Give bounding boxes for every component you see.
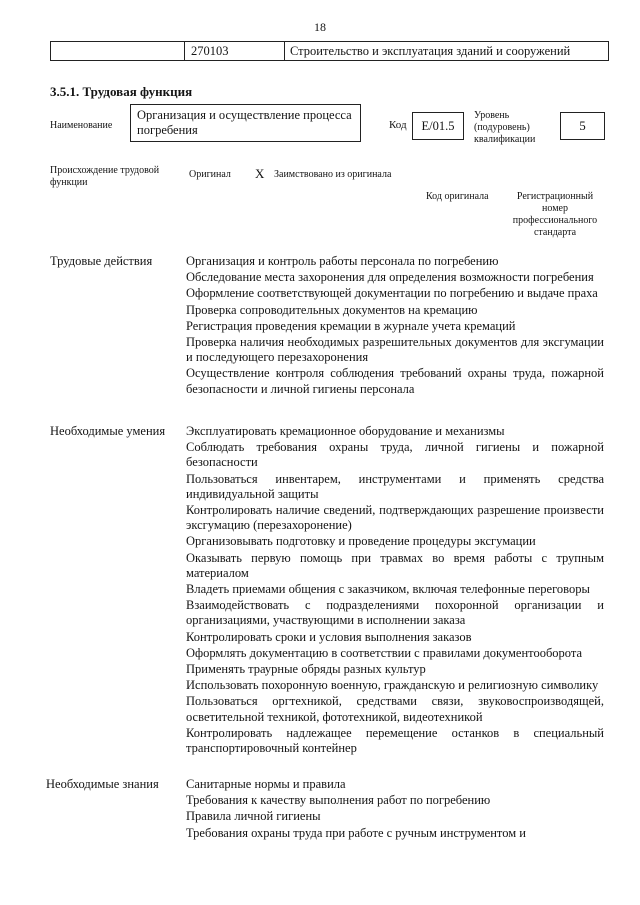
list-item: Контролировать надлежащее перемещение останков в специальный транспортировочный контейнер bbox=[186, 725, 604, 756]
list-item: Осуществление контроля соблюдения требований охраны труда, пожарной безопасности и личной гигиены персонала bbox=[186, 366, 604, 396]
list-item: Организовывать подготовку и проведение процедуры эксгумации bbox=[186, 534, 536, 549]
list-item: Оформление соответствующей документации по погребению и выдаче праха bbox=[186, 286, 598, 301]
origin-mark: X bbox=[255, 166, 265, 181]
code-label: Код bbox=[389, 119, 407, 131]
list-item: Проверка наличия необходимых разрешительных документов для эксгумации и последующего перезахоронения bbox=[186, 335, 604, 365]
page-number: 18 bbox=[314, 20, 326, 34]
actions-list bbox=[186, 254, 604, 398]
section-heading-knowledge: Необходимые знания bbox=[46, 777, 159, 791]
level-label: Уровень (подуровень) квалификации bbox=[474, 110, 536, 145]
list-item: Контролировать сроки и условия выполнения заказов bbox=[186, 629, 472, 644]
level-value: 5 bbox=[560, 112, 605, 140]
list-item: Обследование места захоронения для определения возможности погребения bbox=[186, 270, 594, 285]
list-item: Контролировать наличие сведений, подтверждающих разрешение произвести эксгумацию (перезахоронение) bbox=[186, 503, 604, 533]
origin-original: Оригинал bbox=[189, 169, 231, 180]
section-heading-actions: Трудовые действия bbox=[50, 254, 153, 268]
list-item: Санитарные нормы и правила bbox=[186, 777, 346, 791]
list-item: Применять траурные обряды разных культур bbox=[186, 662, 426, 677]
list-item: Регистрация проведения кремации в журнале учета кремаций bbox=[186, 318, 516, 333]
function-name: Организация и осуществление процесса погребения bbox=[130, 104, 361, 142]
list-item: Правила личной гигиены bbox=[186, 809, 321, 824]
skills-list bbox=[186, 424, 604, 757]
list-item: Пользоваться инвентарем, инструментами и применять средства индивидуальной защиты bbox=[186, 471, 604, 501]
list-item: Владеть приемами общения с заказчиком, включая телефонные переговоры bbox=[186, 582, 590, 597]
list-item: Использовать похоронную военную, гражданскую и религиозную символику bbox=[186, 678, 599, 693]
origin-label: Происхождение трудовой функции bbox=[50, 165, 160, 188]
list-item: Эксплуатировать кремационное оборудование и механизмы bbox=[186, 424, 505, 438]
list-item: Требования к качеству выполнения работ по погребению bbox=[186, 793, 491, 808]
list-item: Требования охраны труда при работе с ручным инструментом и bbox=[186, 825, 526, 840]
header-empty-cell bbox=[51, 42, 185, 60]
origin-borrowed: Заимствовано из оригинала bbox=[274, 169, 392, 180]
code-original-label: Код оригинала bbox=[426, 191, 489, 202]
list-item: Проверка сопроводительных документов на кремацию bbox=[186, 302, 478, 317]
list-item: Организация и контроль работы персонала по погребению bbox=[186, 254, 499, 268]
knowledge-list bbox=[186, 777, 604, 842]
list-item: Оформлять документацию в соответствии с правилами документооборота bbox=[186, 645, 583, 660]
header-code: 270103 bbox=[185, 42, 285, 60]
list-item: Пользоваться оргтехникой, средствами связи, звуковоспроизводящей, осветительной техникой, фототехникой, видеотехникой bbox=[186, 694, 604, 724]
reg-number-label: Регистрационный номер профессионального стандарта bbox=[512, 191, 598, 238]
section-title: 3.5.1. Трудовая функция bbox=[50, 84, 193, 99]
list-item: Оказывать первую помощь при травмах во время работы с трупным материалом bbox=[186, 550, 604, 580]
section-heading-skills: Необходимые умения bbox=[50, 424, 166, 438]
list-item: Взаимодействовать с подразделениями похоронной организации и организациями, участвующими в исполнении заказа bbox=[186, 598, 604, 628]
header-name: Строительство и эксплуатация зданий и сооружений bbox=[290, 44, 571, 58]
name-label: Наименование bbox=[50, 120, 113, 131]
function-code: E/01.5 bbox=[412, 112, 464, 140]
header-table bbox=[50, 41, 609, 61]
list-item: Соблюдать требования охраны труда, личной гигиены и пожарной безопасности bbox=[186, 440, 604, 470]
